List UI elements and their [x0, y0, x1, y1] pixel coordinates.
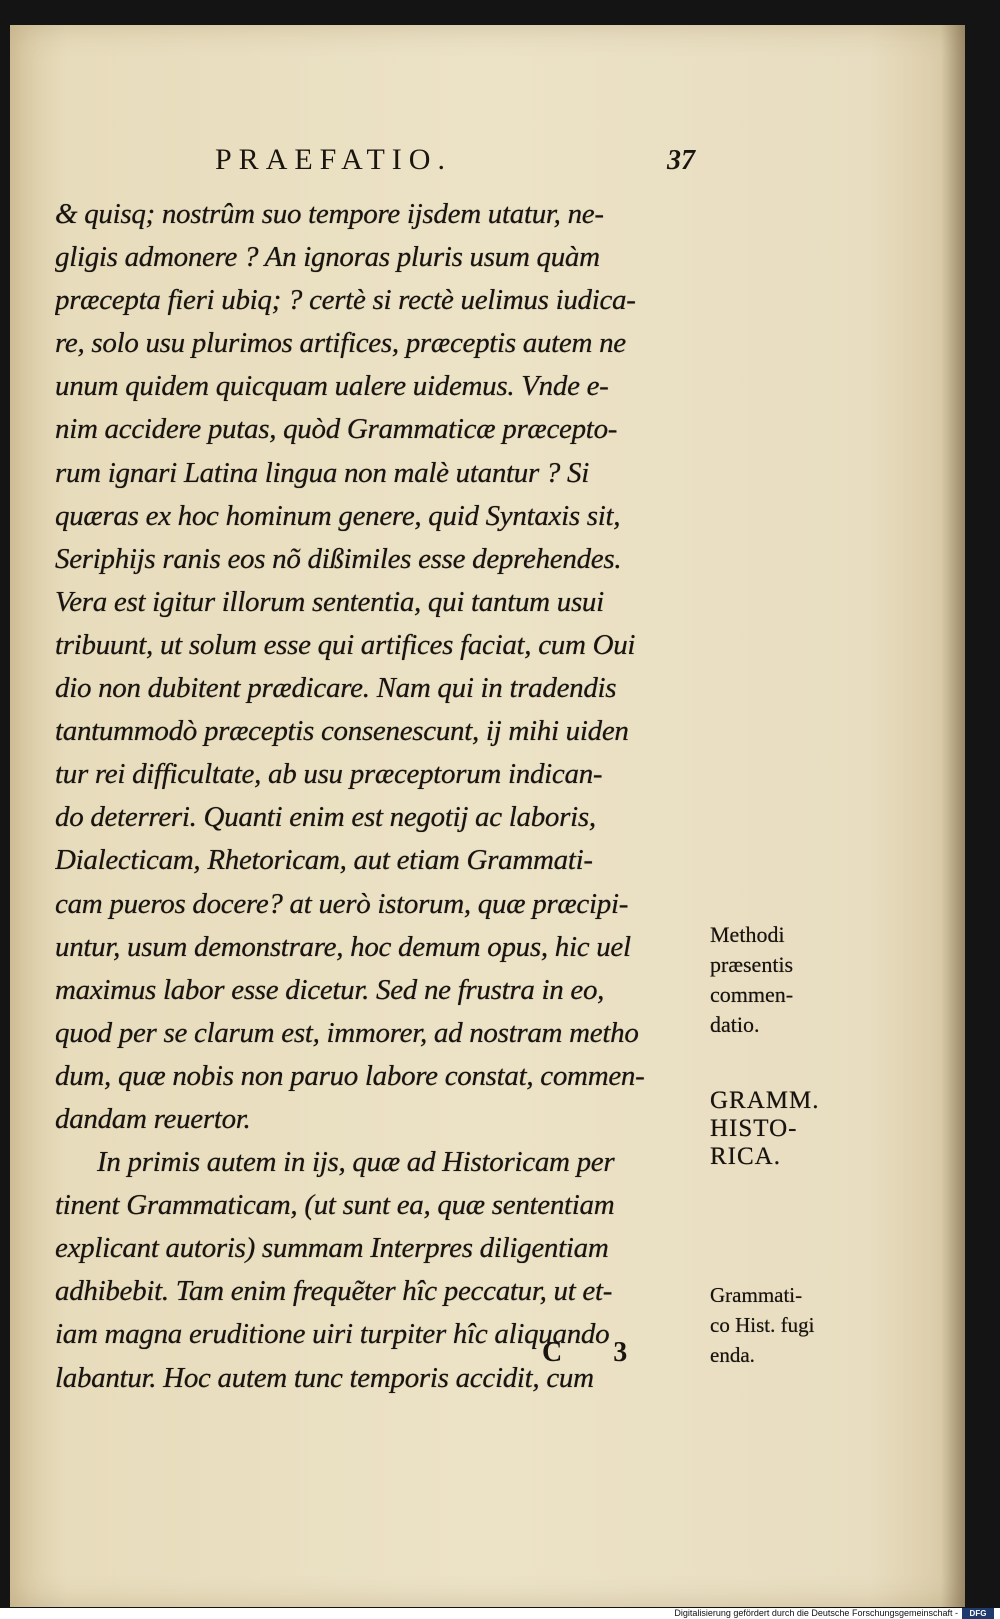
text-line: dio non dubitent prædicare. Nam qui in tradendis — [55, 672, 617, 705]
body-text — [55, 193, 705, 1400]
text-line: cam pueros docere? at uerò istorum, quæ præcipi- — [55, 887, 629, 920]
page-number: 37 — [667, 145, 695, 176]
funding-credit: Digitalisierung gefördert durch die Deutsche Forschungsgemeinschaft - — [674, 1608, 958, 1618]
text-line: untur, usum demonstrare, hoc demum opus, hic uel — [55, 930, 631, 963]
marginal-line: datio. — [710, 1012, 760, 1037]
marginal-line: RICA. — [710, 1143, 781, 1170]
running-header — [215, 143, 695, 185]
marginal-line: enda. — [710, 1343, 755, 1367]
text-line: do deterreri. Quanti enim est negotij ac laboris, — [55, 801, 596, 834]
book-page — [10, 25, 965, 1607]
marginal-note-methodi — [710, 920, 870, 1040]
page-spine-shadow — [941, 25, 965, 1607]
text-line: tribuunt, ut solum esse qui artifices faciat, cum Oui — [55, 628, 636, 661]
digitization-footer — [0, 1608, 1000, 1619]
text-line: maximus labor esse dicetur. Sed ne frustra in eo, — [55, 973, 605, 1006]
text-line: unum quidem quicquam ualere uidemus. Vnde e- — [55, 370, 609, 403]
signature-mark: C 3 — [542, 1337, 650, 1368]
text-line: quæras ex hoc hominum genere, quid Syntaxis sit, — [55, 499, 621, 532]
dfg-logo: DFG — [962, 1608, 994, 1619]
text-line: rum ignari Latina lingua non malè utantur ? Si — [55, 456, 590, 489]
text-line: præcepta fieri ubiq; ? certè si rectè uelimus iudica- — [55, 284, 636, 317]
marginal-line: præsentis — [710, 952, 794, 977]
text-line: iam magna eruditione uiri turpiter hîc aliquando — [55, 1318, 610, 1351]
text-line: dum, quæ nobis non paruo labore constat, commen- — [55, 1059, 645, 1092]
marginal-note-grammatico — [710, 1280, 870, 1370]
text-line: adhibebit. Tam enim frequẽter hîc peccatur, ut et- — [55, 1275, 613, 1308]
text-line: nim accidere putas, quòd Grammaticæ præcepto- — [55, 413, 618, 446]
text-line: Dialecticam, Rhetoricam, aut etiam Grammati- — [55, 844, 593, 877]
marginal-line: GRAMM. — [710, 1087, 820, 1114]
text-line: Seriphijs ranis eos nõ dißimiles esse deprehendes. — [55, 542, 622, 575]
text-line: gligis admonere ? An ignoras pluris usum quàm — [55, 241, 600, 274]
marginal-line: HISTO- — [710, 1115, 798, 1142]
text-line: tinent Grammaticam, (ut sunt ea, quæ sententiam — [55, 1189, 615, 1222]
running-title: PRAEFATIO. — [215, 143, 452, 176]
text-line: re, solo usu plurimos artifices, præceptis autem ne — [55, 327, 626, 360]
text-line: tur rei difficultate, ab usu præceptorum indican- — [55, 758, 603, 791]
text-line: quod per se clarum est, immorer, ad nostram metho — [55, 1016, 639, 1049]
marginal-note-gramm-historica — [710, 1087, 870, 1171]
text-line: & quisq; nostrûm suo tempore ijsdem utatur, ne- — [55, 198, 604, 230]
text-line: Vera est igitur illorum sententia, qui tantum usui — [55, 585, 604, 618]
text-line: dandam reuertor. — [55, 1102, 251, 1135]
marginal-line: co Hist. fugi — [710, 1313, 815, 1337]
marginal-line: Grammati- — [710, 1283, 803, 1307]
text-line: explicant autoris) summam Interpres diligentiam — [55, 1232, 609, 1265]
text-line: tantummodò præceptis consenescunt, ij mihi uiden — [55, 715, 629, 748]
marginal-line: commen- — [710, 982, 794, 1007]
text-line: labantur. Hoc autem tunc temporis accidit, cum — [55, 1361, 594, 1394]
marginal-line: Methodi — [710, 922, 785, 947]
text-line: In primis autem in ijs, quæ ad Historicam per — [97, 1146, 615, 1179]
